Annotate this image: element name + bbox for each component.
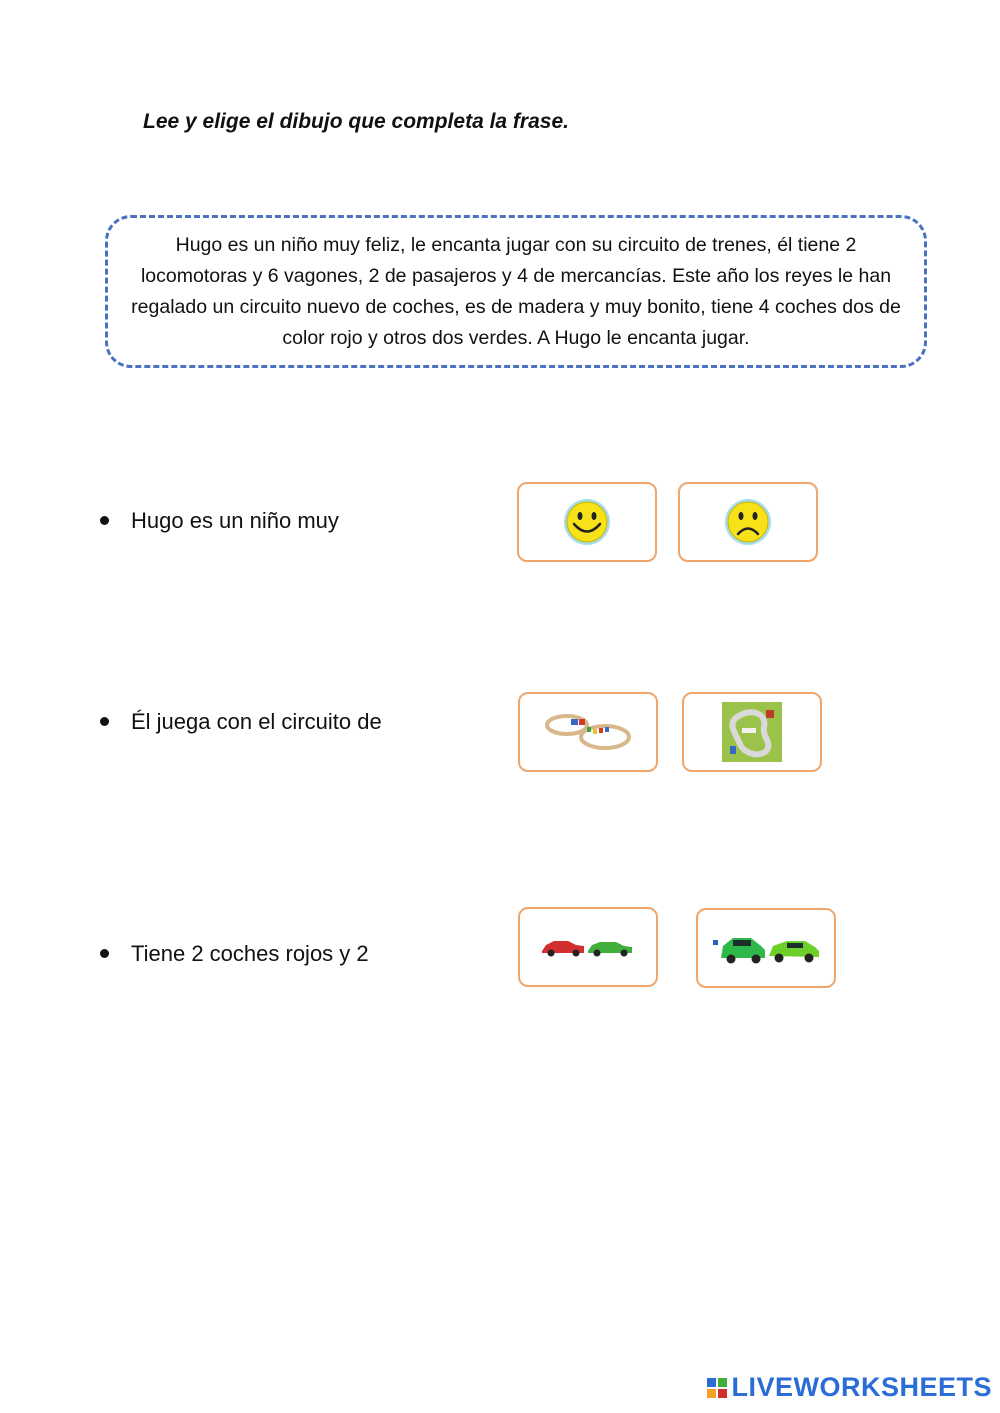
green-cars-icon: [711, 928, 821, 968]
car-track-icon: [722, 702, 782, 762]
bullet-icon: [100, 949, 109, 958]
question-2: [100, 704, 401, 739]
train-track-icon: [543, 707, 633, 757]
happy-face-icon: [562, 497, 612, 547]
story-text: Hugo es un niño muy feliz, le encanta jugar con su circuito de trenes, él tiene 2 locomotoras y 6 vagones, 2 de pasajeros y 4 de mercancías. Este año los reyes le han regalado un circuito nuevo de coches, es de madera y muy bonito, tiene 4 coches dos de color rojo y otros dos verdes. A Hugo le encanta jugar.: [131, 234, 901, 349]
question-text: Hugo es un niño muy: [131, 508, 339, 533]
option-green-cars[interactable]: [696, 908, 836, 988]
question-text: Él juega con el circuito de: [131, 709, 382, 734]
option-red-green-cars[interactable]: [518, 907, 658, 987]
option-train-track[interactable]: [518, 692, 658, 772]
option-sad[interactable]: [678, 482, 818, 562]
question-text: Tiene 2 coches rojos y 2: [131, 941, 369, 966]
logo-icon: [707, 1378, 727, 1398]
option-car-track[interactable]: [682, 692, 822, 772]
brand-name: LIVEWORKSHEETS: [731, 1372, 992, 1402]
bullet-icon: [100, 516, 109, 525]
question-1: [100, 503, 401, 538]
question-3: [100, 936, 401, 971]
footer-logo: [707, 1372, 992, 1403]
red-green-cars-icon: [538, 932, 638, 962]
bullet-icon: [100, 717, 109, 726]
sad-face-icon: [723, 497, 773, 547]
instruction-heading: Lee y elige el dibujo que completa la frase.: [143, 110, 569, 133]
option-happy[interactable]: [517, 482, 657, 562]
